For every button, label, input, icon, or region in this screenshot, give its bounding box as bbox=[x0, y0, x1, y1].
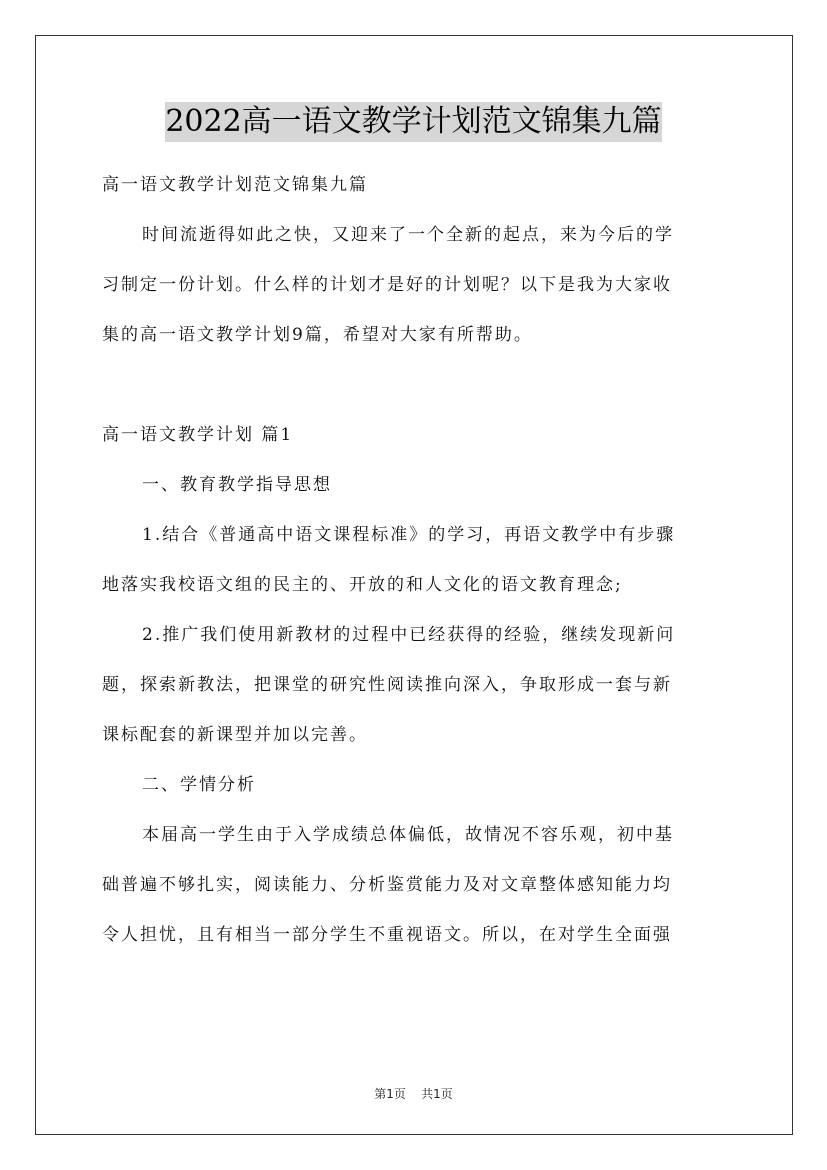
page-total: 共1页 bbox=[421, 1087, 453, 1101]
heading-guiding-thought: 一、教育教学指导思想 bbox=[142, 475, 332, 495]
intro-line: 习制定一份计划。什么样的计划才是好的计划呢？以下是我为大家收 bbox=[102, 275, 672, 295]
subtitle: 高一语文教学计划范文锦集九篇 bbox=[102, 175, 368, 195]
point-1-line: 1.结合《普通高中语文课程标准》的学习，再语文教学中有步骤 bbox=[142, 525, 676, 545]
point-2-line: 2.推广我们使用新教材的过程中已经获得的经验，继续发现新问 bbox=[142, 625, 676, 645]
point-2-line: 课标配套的新课型并加以完善。 bbox=[102, 725, 368, 745]
analysis-line: 本届高一学生由于入学成绩总体偏低，故情况不容乐观，初中基 bbox=[142, 825, 674, 845]
document-title: 2022高一语文教学计划范文锦集九篇 bbox=[165, 102, 662, 142]
point-2-line: 题，探索新教法，把课堂的研究性阅读推向深入，争取形成一套与新 bbox=[102, 675, 672, 695]
page-number: 第1页 bbox=[374, 1087, 406, 1101]
document-body bbox=[102, 172, 728, 972]
analysis-line: 令人担忧，且有相当一部分学生不重视语文。所以，在对学生全面强 bbox=[102, 925, 672, 945]
intro-line: 集的高一语文教学计划9篇，希望对大家有所帮助。 bbox=[102, 325, 533, 345]
intro-line: 时间流逝得如此之快，又迎来了一个全新的起点，来为今后的学 bbox=[142, 225, 674, 245]
section-title: 高一语文教学计划 篇1 bbox=[102, 425, 294, 445]
analysis-line: 础普遍不够扎实，阅读能力、分析鉴赏能力及对文章整体感知能力均 bbox=[102, 875, 672, 895]
spacer bbox=[102, 372, 728, 422]
point-1-line: 地落实我校语文组的民主的、开放的和人文化的语文教育理念; bbox=[102, 575, 623, 595]
page-footer bbox=[0, 1085, 827, 1102]
heading-student-analysis: 二、学情分析 bbox=[142, 775, 256, 795]
